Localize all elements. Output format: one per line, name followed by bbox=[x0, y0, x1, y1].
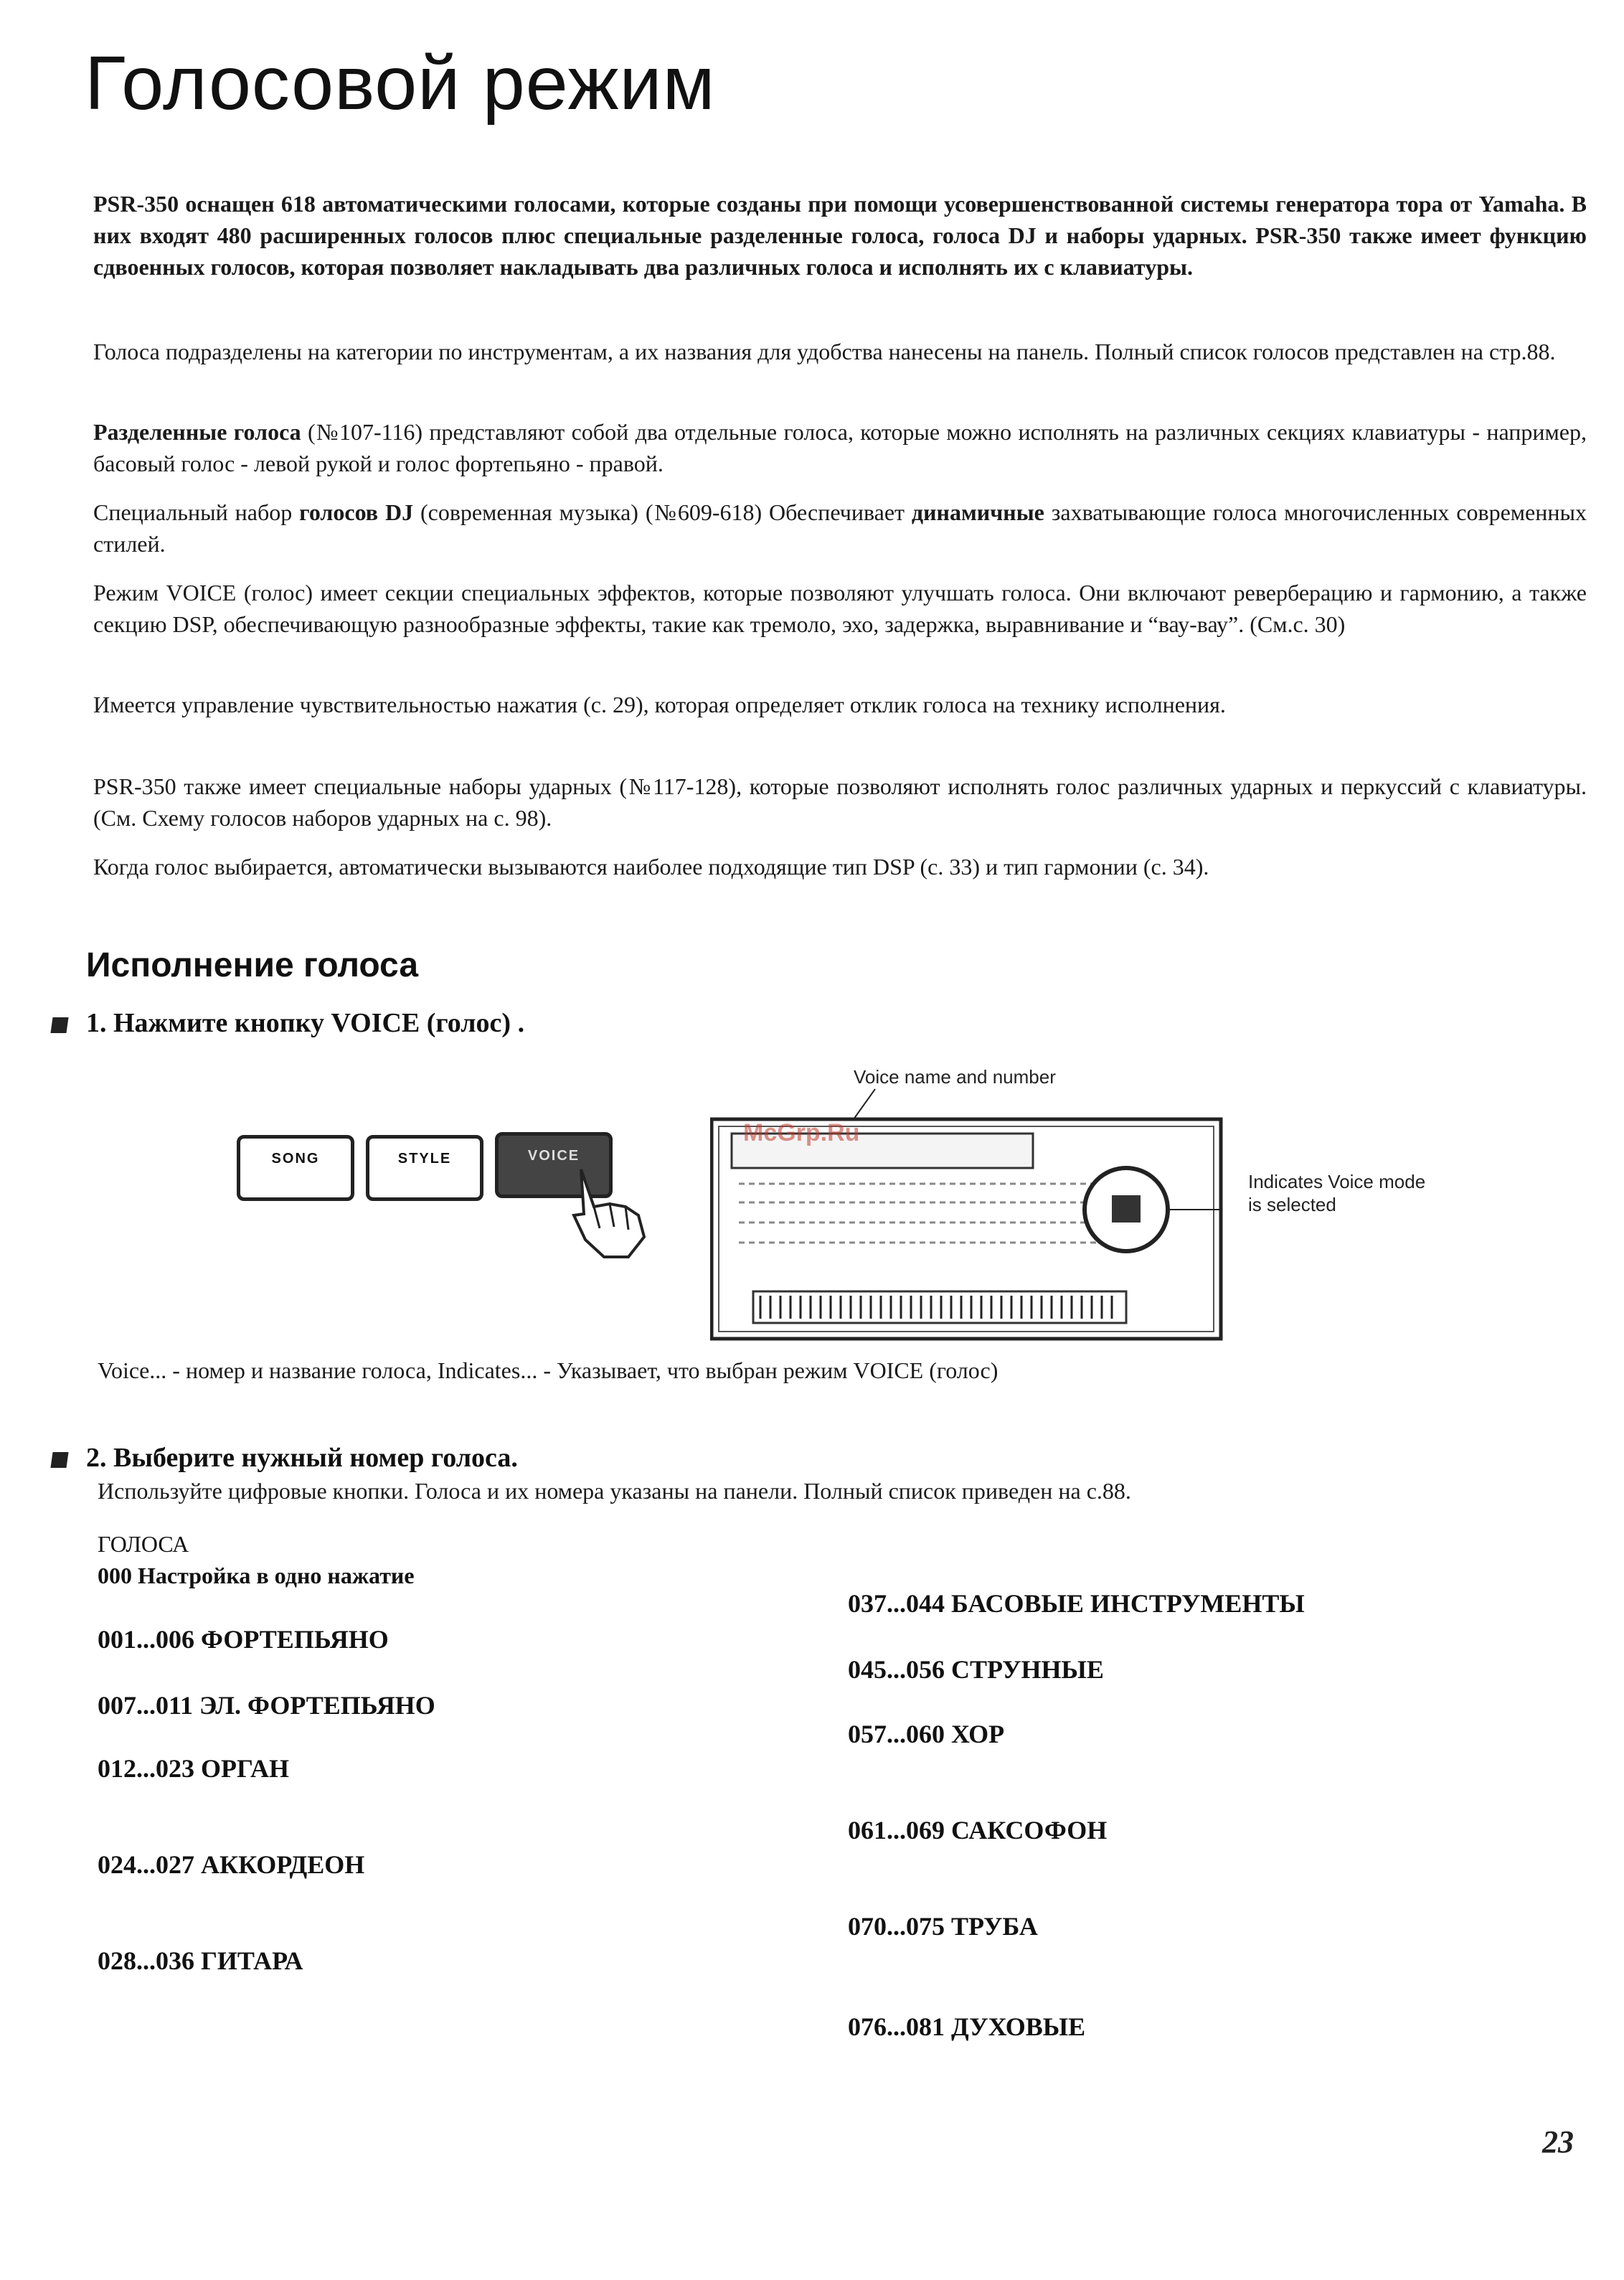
indicates-label-line2: is selected bbox=[1248, 1194, 1336, 1215]
voice-group-right-2: 057...060 ХОР bbox=[848, 1720, 1005, 1748]
split-voices-text: (№107-116) представляют собой два отдельные голоса, которые можно исполнять на различных секциях клавиатуры - например, басовый голос - левой рукой и голос фортепьяно - правой. bbox=[93, 419, 1587, 476]
indicates-label-line1: Indicates Voice mode bbox=[1248, 1171, 1426, 1192]
page-number: 23 bbox=[1542, 2124, 1574, 2159]
dj-text-c: захватывающие голоса многочисленных современных стилей. bbox=[93, 499, 1587, 557]
page-title: Голосовой режим bbox=[85, 41, 716, 126]
voice-name-label: Voice name and number bbox=[854, 1066, 1056, 1088]
paragraph-split-voices bbox=[93, 416, 1587, 479]
voice-group-right-4: 070...075 ТРУБА bbox=[848, 1912, 1038, 1941]
voice-group-right-1: 045...056 СТРУННЫЕ bbox=[848, 1655, 1104, 1684]
step-1 bbox=[52, 1007, 524, 1039]
voice-group-left-2: 007...011 ЭЛ. ФОРТЕПЬЯНО bbox=[98, 1691, 435, 1720]
voice-group-left-3: 012...023 ОРГАН bbox=[98, 1754, 289, 1783]
step-2-text: 2. Выберите нужный номер голоса. bbox=[86, 1443, 518, 1473]
dj-text-b: (современная музыка) (№609-618) Обеспечивает bbox=[413, 499, 912, 525]
voice-group-right-0: 037...044 БАСОВЫЕ ИНСТРУМЕНТЫ bbox=[848, 1589, 1305, 1618]
dj-term: голосов DJ bbox=[299, 499, 414, 525]
step-1-text: 1. Нажмите кнопку VOICE (голос) . bbox=[86, 1008, 525, 1038]
style-button[interactable]: STYLE bbox=[366, 1135, 483, 1201]
watermark: McGrp.Ru bbox=[743, 1119, 860, 1146]
song-button[interactable]: SONG bbox=[237, 1135, 354, 1201]
paragraph-touch: Имеется управление чувствительностью нажатия (с. 29), которая определяет отклик голоса на технику исполнения. bbox=[93, 692, 1226, 717]
dj-text-a: Специальный набор bbox=[93, 499, 300, 525]
step-2-description: Используйте цифровые кнопки. Голоса и их номера указаны на панели. Полный список приведен на с.88. bbox=[98, 1478, 1131, 1504]
voice-group-right-5: 076...081 ДУХОВЫЕ bbox=[848, 2012, 1086, 2041]
voice-group-left-4: 024...027 АККОРДЕОН bbox=[98, 1850, 365, 1879]
voice-group-right-3: 061...069 САКСОФОН bbox=[848, 1816, 1108, 1845]
split-voices-term: Разделенные голоса bbox=[93, 419, 301, 445]
bullet-icon bbox=[50, 1017, 68, 1033]
step-2 bbox=[52, 1442, 518, 1474]
intro-paragraph: PSR-350 оснащен 618 автоматическими голосами, которые созданы при помощи усовершенствованной системы генератора тора от Yamaha. В них входят 480 расширенных голосов плюс специальные разделенные голоса, голоса DJ и наборы ударных. PSR-350 также имеет функцию сдвоенных голосов, которая позволяет накладывать два различных голоса и исполнять их с клавиатуры. bbox=[93, 191, 1587, 280]
paragraph-drum-kits: PSR-350 также имеет специальные наборы ударных (№117-128), которые позволяют исполнять голос различных ударных и перкуссий с клавиатуры. (См. Схему голосов наборов ударных на с. 98). bbox=[93, 773, 1587, 831]
section-heading: Исполнение голоса bbox=[86, 946, 419, 984]
diagram-caption: Voice... - номер и название голоса, Indicates... - Указывает, что выбран режим VOICE (голос) bbox=[98, 1357, 999, 1383]
voice-button[interactable]: VOICE bbox=[495, 1132, 613, 1198]
voice-group-left-5: 028...036 ГИТАРА bbox=[98, 1946, 303, 1975]
voice-group-left-1: 001...006 ФОРТЕПЬЯНО bbox=[98, 1625, 389, 1654]
paragraph-effects: Режим VOICE (голос) имеет секции специальных эффектов, которые позволяют улучшать голоса. Они включают реверберацию и гармонию, а также секцию DSP, обеспечивающую разнообразные эффекты, такие как тремоло, эхо, задержка, выравнивание и “вау-вау”. (См.с. 30) bbox=[93, 580, 1587, 637]
pressing-hand-icon bbox=[560, 1162, 660, 1263]
paragraph-categories: Голоса подразделены на категории по инструментам, а их названия для удобства нанесены на панель. Полный список голосов представлен на стр.88. bbox=[93, 339, 1556, 364]
bullet-icon bbox=[50, 1452, 68, 1468]
voices-header: ГОЛОСА bbox=[98, 1531, 189, 1557]
paragraph-dj-voices bbox=[93, 496, 1587, 560]
paragraph-auto-select: Когда голос выбирается, автоматически вызываются наиболее подходящие тип DSP (с. 33) и тип гармонии (с. 34). bbox=[93, 854, 1209, 880]
dj-dynamic-term: динамичные bbox=[911, 499, 1044, 525]
voice-group-left-0: 000 Настройка в одно нажатие bbox=[98, 1563, 415, 1588]
lcd-display bbox=[710, 1076, 1227, 1349]
